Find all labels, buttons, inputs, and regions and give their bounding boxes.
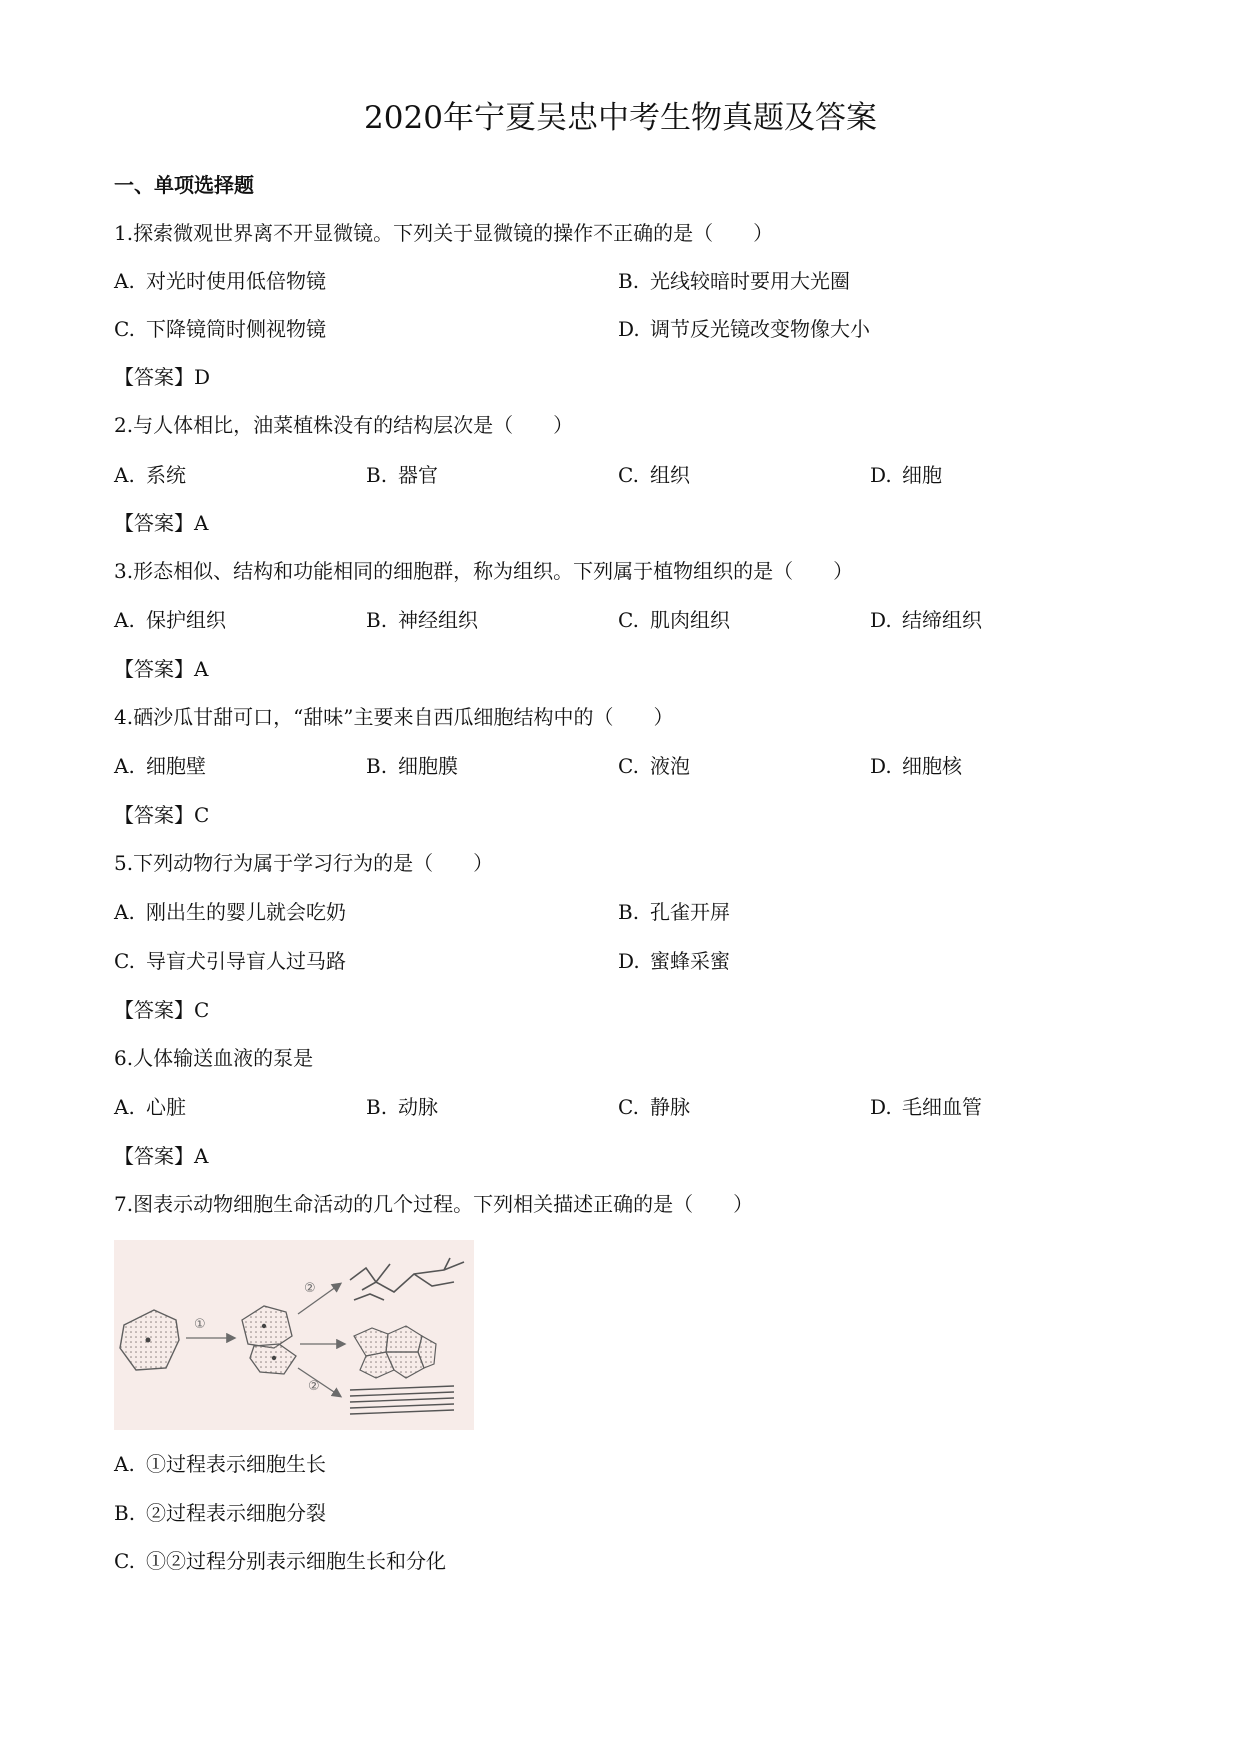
- option-text: 毛细血管: [902, 1095, 982, 1119]
- q2-option-b: [366, 460, 438, 490]
- q6-option-a: [114, 1092, 186, 1122]
- option-text: 液泡: [650, 754, 690, 778]
- q2-option-a: [114, 460, 186, 490]
- question-5-stem: 5.下列动物行为属于学习行为的是（ ）: [114, 851, 494, 875]
- option-letter: B.: [366, 463, 388, 487]
- option-text: 肌肉组织: [650, 608, 730, 632]
- option-letter: A.: [114, 608, 135, 632]
- option-text: 光线较暗时要用大光圈: [650, 269, 850, 293]
- q3-option-d: [870, 605, 982, 635]
- label-1: ①: [194, 1317, 206, 1332]
- option-text: ①过程表示细胞生长: [146, 1452, 326, 1476]
- q7-option-a: [114, 1449, 326, 1479]
- option-letter: C.: [114, 949, 135, 973]
- option-text: 保护组织: [146, 608, 226, 632]
- q1-option-a: [114, 266, 326, 296]
- label-2-bottom: ②: [308, 1379, 320, 1394]
- cell-diagram: [114, 1240, 474, 1430]
- option-text: 细胞膜: [398, 754, 458, 778]
- q2-option-c: [618, 460, 690, 490]
- q6-option-b: [366, 1092, 438, 1122]
- q2-option-d: [870, 460, 942, 490]
- option-letter: D.: [618, 949, 640, 973]
- q5-option-c: [114, 946, 346, 976]
- q4-option-d: [870, 751, 962, 781]
- option-text: ①②过程分别表示细胞生长和分化: [146, 1549, 446, 1573]
- option-text: ②过程表示细胞分裂: [146, 1501, 326, 1525]
- option-text: 结缔组织: [902, 608, 982, 632]
- option-letter: A.: [114, 1095, 135, 1119]
- q4-option-b: [366, 751, 458, 781]
- option-text: 对光时使用低倍物镜: [146, 269, 326, 293]
- option-text: 静脉: [650, 1095, 690, 1119]
- option-text: 孔雀开屏: [650, 900, 730, 924]
- option-letter: D.: [618, 317, 640, 341]
- cell-process-figure: [114, 1240, 474, 1430]
- option-letter: B.: [366, 608, 388, 632]
- option-letter: B.: [366, 754, 388, 778]
- q6-answer: 【答案】A: [114, 1144, 209, 1168]
- option-letter: C.: [618, 463, 639, 487]
- q1-answer: 【答案】D: [114, 365, 211, 389]
- q4-answer: 【答案】C: [114, 803, 210, 827]
- option-text: 导盲犬引导盲人过马路: [146, 949, 346, 973]
- option-letter: C.: [618, 754, 639, 778]
- option-text: 器官: [398, 463, 438, 487]
- option-letter: B.: [618, 900, 640, 924]
- q5-option-b: [618, 897, 730, 927]
- option-text: 动脉: [398, 1095, 438, 1119]
- option-text: 系统: [146, 463, 186, 487]
- q6-option-c: [618, 1092, 690, 1122]
- option-letter: C.: [618, 1095, 639, 1119]
- question-3-stem: 3.形态相似、结构和功能相同的细胞群，称为组织。下列属于植物组织的是（ ）: [114, 559, 854, 583]
- q3-option-b: [366, 605, 478, 635]
- section-heading: 一、单项选择题: [114, 173, 254, 197]
- q4-option-a: [114, 751, 206, 781]
- option-letter: A.: [114, 754, 135, 778]
- option-text: 心脏: [146, 1095, 186, 1119]
- q2-answer: 【答案】A: [114, 511, 209, 535]
- document-title: 2020年宁夏吴忠中考生物真题及答案: [364, 100, 877, 136]
- option-text: 刚出生的婴儿就会吃奶: [146, 900, 346, 924]
- q1-option-c: [114, 314, 326, 344]
- q5-answer: 【答案】C: [114, 998, 210, 1022]
- q4-option-c: [618, 751, 690, 781]
- q1-option-d: [618, 314, 870, 344]
- option-text: 蜜蜂采蜜: [650, 949, 730, 973]
- option-text: 细胞: [902, 463, 942, 487]
- muscle-tissue: [350, 1386, 454, 1414]
- option-letter: B.: [366, 1095, 388, 1119]
- option-letter: B.: [114, 1501, 136, 1525]
- question-2-stem: 2.与人体相比，油菜植株没有的结构层次是（ ）: [114, 413, 574, 437]
- question-6-stem: 6.人体输送血液的泵是: [114, 1046, 314, 1070]
- q3-answer: 【答案】A: [114, 657, 209, 681]
- q3-option-c: [618, 605, 730, 635]
- option-letter: D.: [870, 608, 892, 632]
- question-4-stem: 4.硒沙瓜甘甜可口，“甜味”主要来自西瓜细胞结构中的（ ）: [114, 705, 674, 729]
- option-letter: A.: [114, 900, 135, 924]
- q1-option-b: [618, 266, 850, 296]
- grown-cell: [242, 1306, 292, 1348]
- q3-option-a: [114, 605, 226, 635]
- option-letter: D.: [870, 463, 892, 487]
- option-letter: D.: [870, 1095, 892, 1119]
- cell-nucleus: [146, 1338, 151, 1343]
- q7-option-b: [114, 1498, 326, 1528]
- q5-option-a: [114, 897, 346, 927]
- tissue-cluster: [354, 1326, 436, 1378]
- option-text: 调节反光镜改变物像大小: [650, 317, 870, 341]
- option-letter: B.: [618, 269, 640, 293]
- option-text: 细胞核: [902, 754, 962, 778]
- option-letter: C.: [618, 608, 639, 632]
- question-7-stem: 7.图表示动物细胞生命活动的几个过程。下列相关描述正确的是（ ）: [114, 1192, 754, 1216]
- option-letter: D.: [870, 754, 892, 778]
- question-1-stem: 1.探索微观世界离不开显微镜。下列关于显微镜的操作不正确的是（ ）: [114, 221, 774, 245]
- nerve-tissue: [350, 1258, 464, 1300]
- option-letter: A.: [114, 269, 135, 293]
- option-letter: A.: [114, 463, 135, 487]
- option-letter: C.: [114, 317, 135, 341]
- option-text: 组织: [650, 463, 690, 487]
- option-letter: A.: [114, 1452, 135, 1476]
- q6-option-d: [870, 1092, 982, 1122]
- option-text: 下降镜筒时侧视物镜: [146, 317, 326, 341]
- option-text: 细胞壁: [146, 754, 206, 778]
- label-2-top: ②: [304, 1281, 316, 1296]
- option-letter: C.: [114, 1549, 135, 1573]
- q7-option-c: [114, 1546, 446, 1576]
- q5-option-d: [618, 946, 730, 976]
- option-text: 神经组织: [398, 608, 478, 632]
